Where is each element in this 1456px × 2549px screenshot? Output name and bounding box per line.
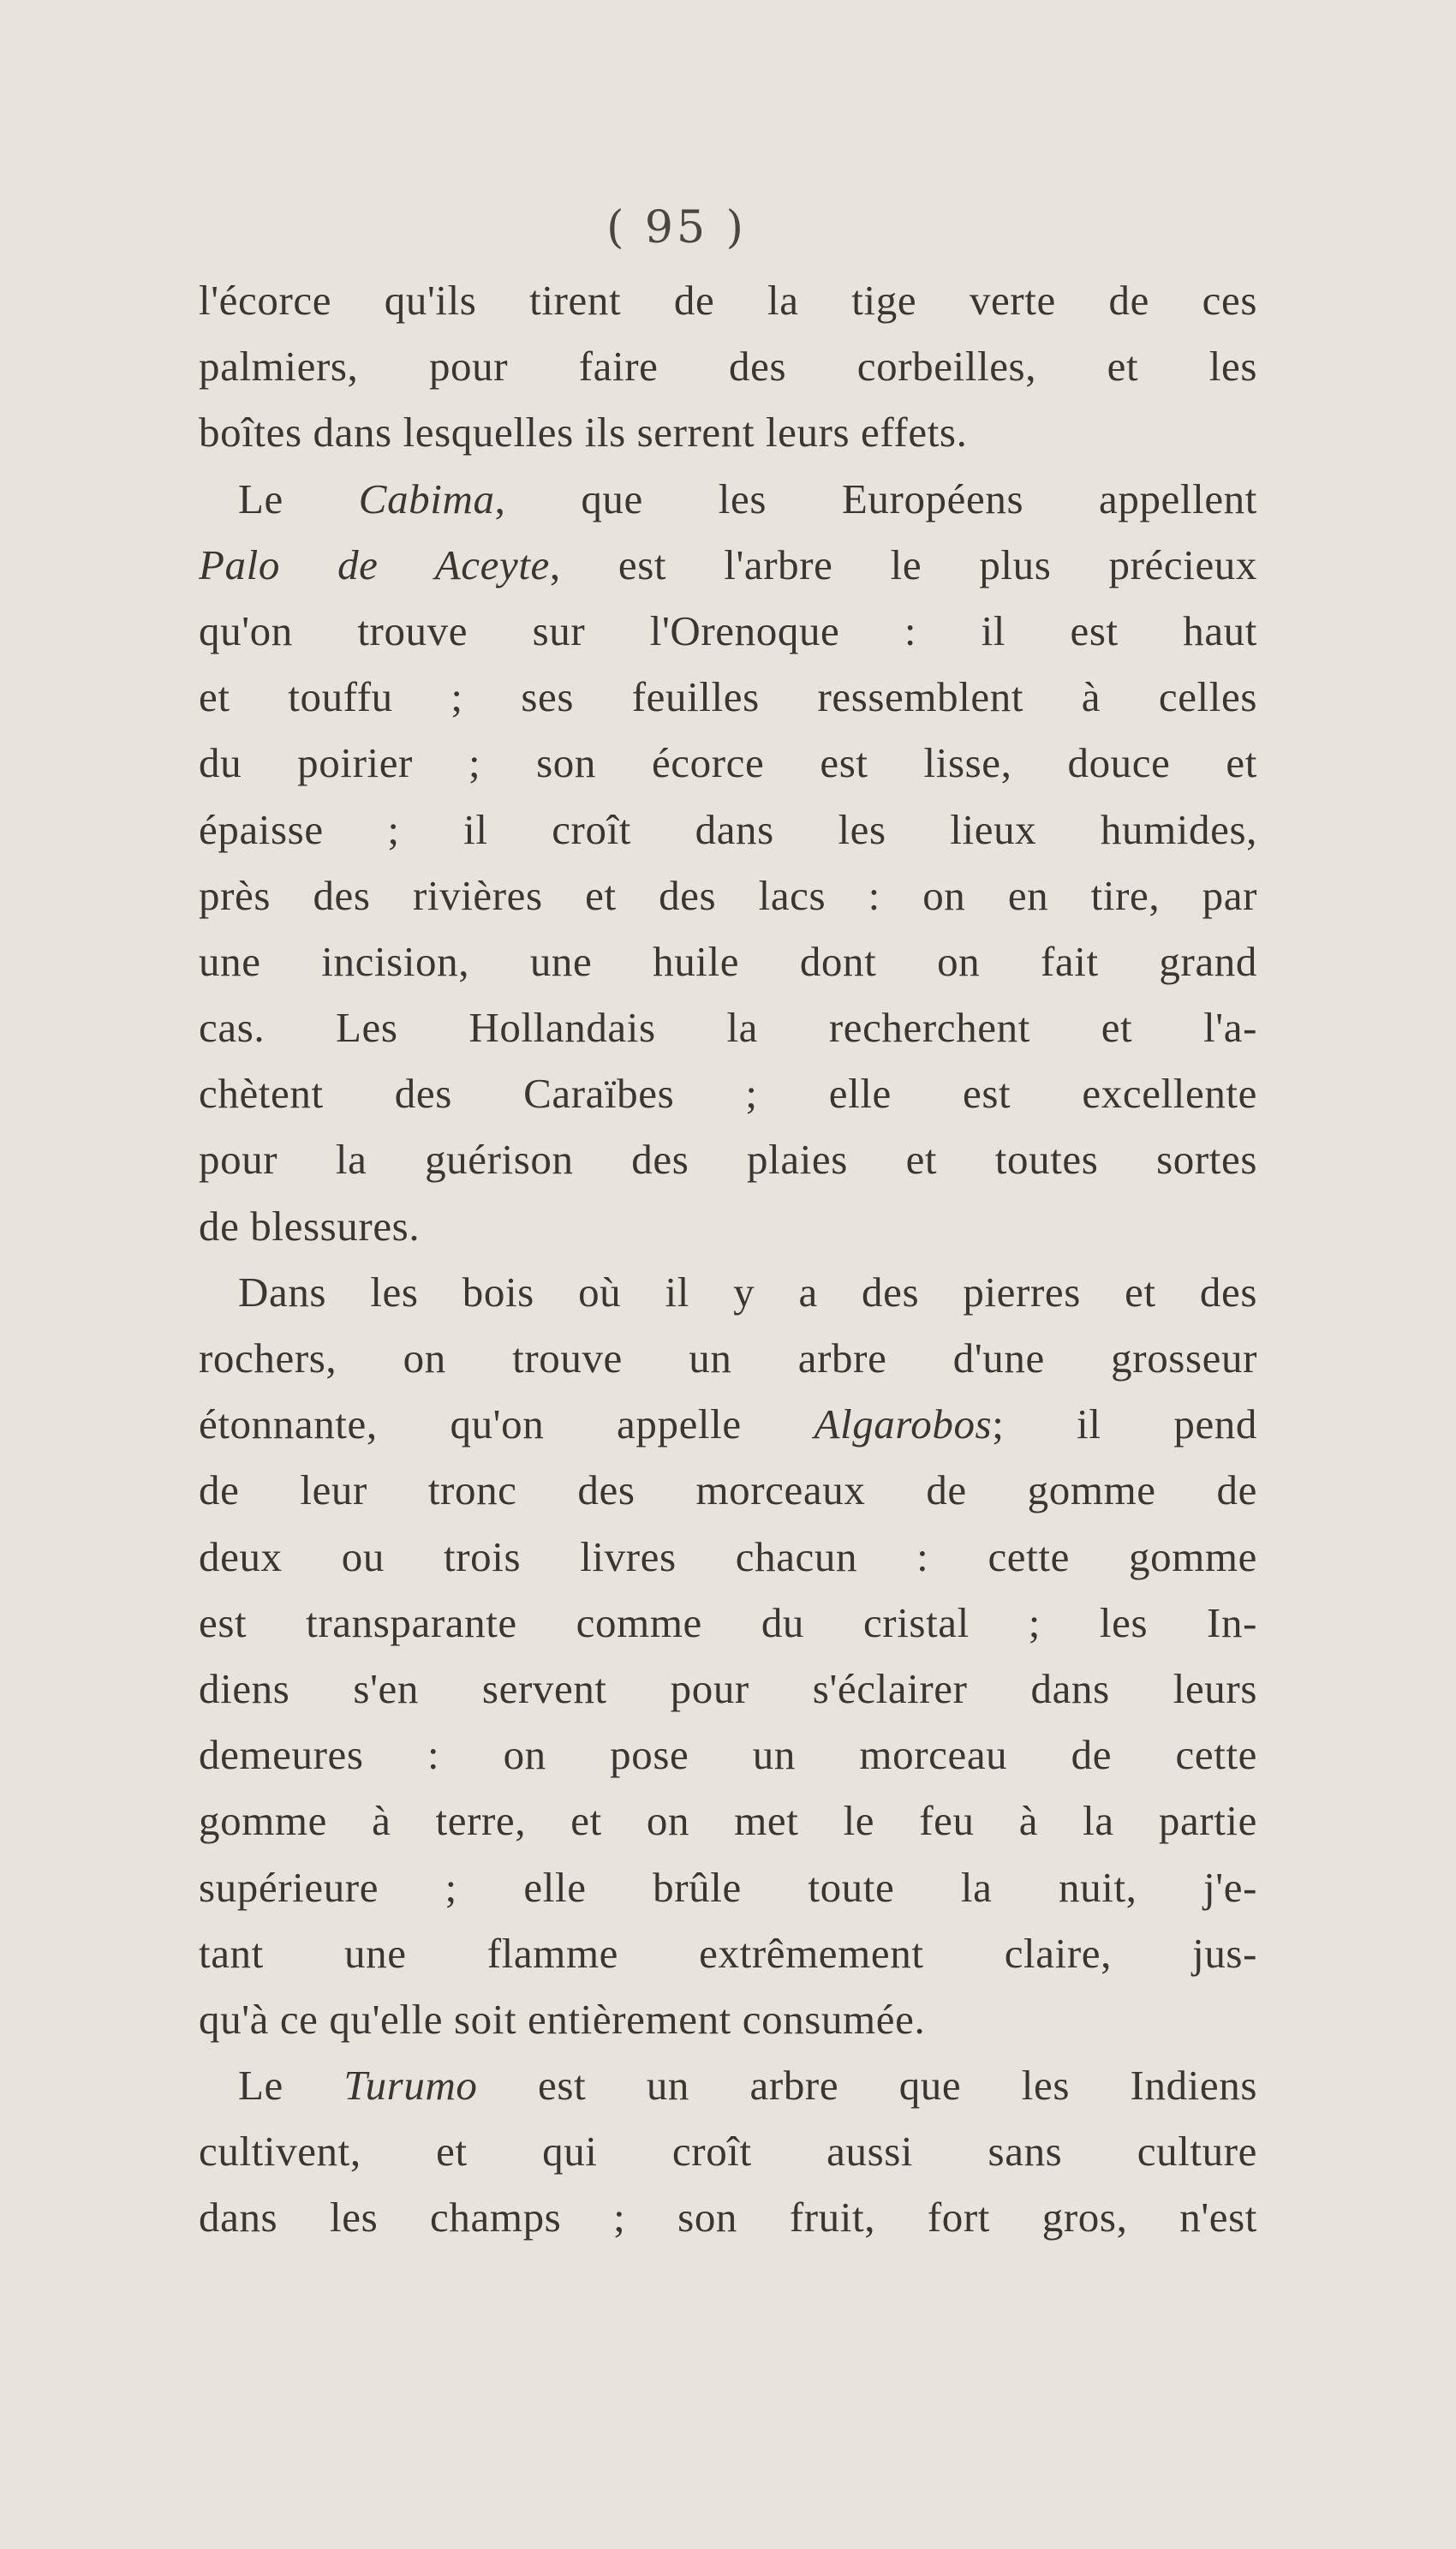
text-run: Le [238,2062,344,2110]
text-line: palmiers, pour faire des corbeilles, et les [199,343,1257,391]
text-line [199,2052,1257,2118]
body-text [199,267,1257,2251]
italic-term: Palo de Aceyte [199,540,550,588]
text-run: , est l'arbre le plus précieux [549,540,1257,588]
text-line: dans les champs ; son fruit, fort gros, n'est [199,2194,1257,2242]
text-line: qu'à ce qu'elle soit entièrement consumée. [199,1995,926,2043]
text-line: épaisse ; il croît dans les lieux humides, [199,805,1257,853]
text-line: gomme à terre, et on met le feu à la partie [199,1797,1257,1845]
text-line: près des rivières et des lacs : on en tire, par [199,871,1257,919]
text-line: est transparante comme du cristal ; les In- [199,1598,1257,1646]
text-line: de blessures. [199,1202,421,1250]
text-run: ; il pend [992,1400,1257,1448]
text-run: Le [238,475,359,522]
text-line: chètent des Caraïbes ; elle est excellente [199,1070,1257,1118]
text-run: est un arbre que les Indiens [477,2062,1257,2110]
text-line: boîtes dans lesquelles ils serrent leurs effets. [199,409,968,457]
text-line: et touffu ; ses feuilles ressemblent à celles [199,673,1257,721]
text-line [199,1391,1257,1457]
text-line: deux ou trois livres chacun : cette gomme [199,1532,1257,1580]
italic-term: Algarobos [814,1400,993,1448]
text-line: pour la guérison des plaies et toutes sortes [199,1136,1257,1184]
text-line: du poirier ; son écorce est lisse, douce et [199,739,1257,787]
text-line: l'écorce qu'ils tirent de la tige verte de ces [199,277,1257,324]
text-run: , que les Européens appellent [494,475,1257,522]
text-line: diens s'en servent pour s'éclairer dans leurs [199,1664,1257,1712]
page-number: ( 95 ) [606,202,747,254]
text-line: demeures : on pose un morceau de cette [199,1731,1257,1779]
text-line [199,532,1257,598]
text-line: cultivent, et qui croît aussi sans culture [199,2128,1257,2176]
italic-term: Cabima [358,475,495,522]
text-run: étonnante, qu'on appelle [199,1400,815,1448]
text-line: qu'on trouve sur l'Orenoque : il est haut [199,606,1257,654]
text-line: tant une flamme extrêmement claire, jus- [199,1929,1257,1977]
text-line: supérieure ; elle brûle toute la nuit, j'e- [199,1863,1257,1911]
text-line: une incision, une huile dont on fait grand [199,937,1257,985]
text-line [199,466,1257,532]
text-line: cas. Les Hollandais la recherchent et l'a- [199,1004,1257,1052]
text-line: de leur tronc des morceaux de gomme de [199,1466,1257,1514]
italic-term: Turumo [343,2062,478,2110]
text-line: rochers, on trouve un arbre d'une grosseur [199,1334,1257,1382]
text-line: Dans les bois où il y a des pierres et des [238,1268,1257,1316]
